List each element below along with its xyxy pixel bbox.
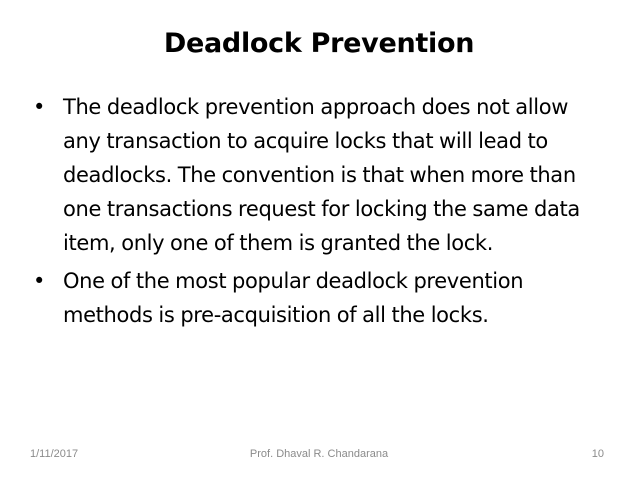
footer-date: 1/11/2017 bbox=[30, 448, 79, 460]
bullet-text: The deadlock prevention approach does not allow any transaction to acquire locks that will lead to deadlocks. The convention is that when more than one transactions request for locking the same data item, only one of them is granted the lock. bbox=[63, 95, 580, 255]
bullet-list bbox=[30, 90, 608, 336]
footer-page-number: 10 bbox=[591, 448, 604, 460]
bullet-item bbox=[30, 264, 608, 332]
footer-author: Prof. Dhaval R. Chandarana bbox=[249, 448, 389, 460]
bullet-dot-icon: • bbox=[33, 269, 46, 293]
bullet-item bbox=[30, 90, 608, 260]
bullet-text: One of the most popular deadlock prevention methods is pre-acquisition of all the locks. bbox=[63, 269, 524, 327]
slide-title: Deadlock Prevention bbox=[163, 28, 475, 59]
bullet-dot-icon: • bbox=[33, 95, 46, 119]
